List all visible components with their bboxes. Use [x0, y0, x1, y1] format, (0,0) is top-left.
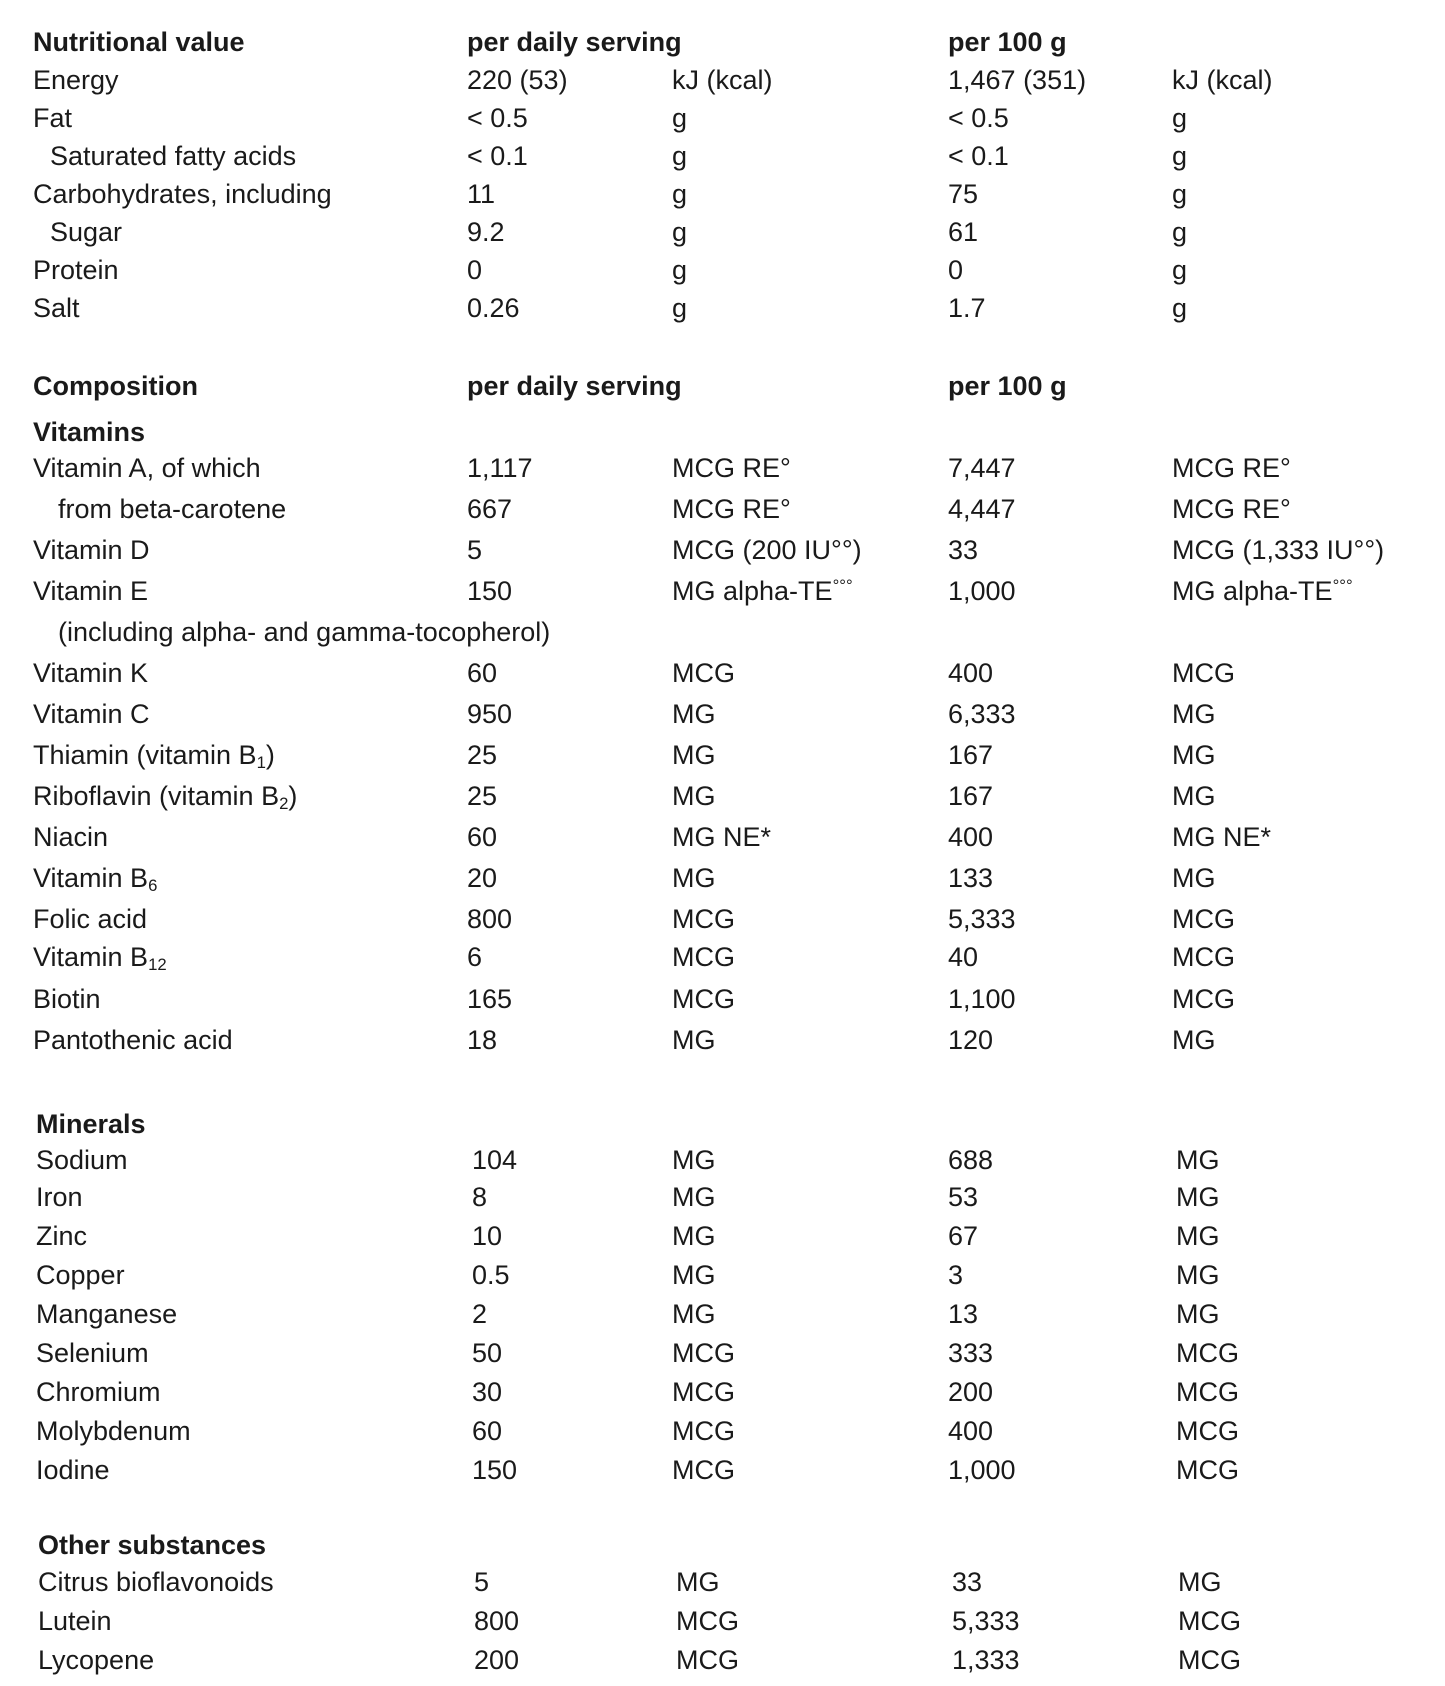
- other-row: [0, 1640, 1445, 1680]
- vitamin-row: [0, 937, 1445, 977]
- row-name: Carbohydrates, including: [33, 179, 332, 209]
- row-name: Sugar: [50, 217, 123, 247]
- name-subscript: 12: [148, 955, 167, 975]
- vitamin-row: [0, 817, 1445, 857]
- row-per100-value: 1,100: [948, 984, 1016, 1014]
- composition-title: Composition: [33, 371, 198, 401]
- row-per100-value: 5,333: [948, 904, 1016, 934]
- row-serving-value: 6: [467, 942, 483, 972]
- row-serving-unit: g: [672, 179, 688, 209]
- name-subscript: 2: [279, 794, 289, 814]
- row-serving-value: 25: [467, 740, 498, 770]
- row-name: Protein: [33, 255, 119, 285]
- row-per100-unit: MCG RE°: [1172, 494, 1291, 524]
- row-serving-value: 104: [472, 1145, 518, 1175]
- row-per100-unit: MCG: [1176, 1416, 1239, 1446]
- row-per100-unit: g: [1172, 255, 1188, 285]
- vitamin-row: [0, 653, 1445, 693]
- vitamin-row: [0, 979, 1445, 1019]
- vitamin-row: [0, 694, 1445, 734]
- row-per100-unit: g: [1172, 179, 1188, 209]
- row-serving-value: 800: [467, 904, 513, 934]
- row-serving-value: < 0.1: [467, 141, 528, 171]
- mineral-row: [0, 1411, 1445, 1451]
- row-serving-unit: g: [672, 141, 688, 171]
- row-name: Manganese: [36, 1299, 178, 1329]
- row-name: Zinc: [36, 1221, 88, 1251]
- mineral-row: [0, 1255, 1445, 1295]
- row-per100-unit: MCG RE°: [1172, 453, 1291, 483]
- row-per100-value: 1.7: [948, 293, 986, 323]
- row-per100-value: 167: [948, 740, 994, 770]
- mineral-row: [0, 1372, 1445, 1412]
- row-serving-value: 18: [467, 1025, 498, 1055]
- row-per100-unit: MCG: [1176, 1377, 1239, 1407]
- row-serving-unit: MCG RE°: [672, 494, 791, 524]
- row-per100-value: 75: [948, 179, 979, 209]
- row-per100-unit: MG: [1172, 699, 1216, 729]
- row-per100-unit: MG: [1172, 863, 1216, 893]
- row-name: Pantothenic acid: [33, 1025, 233, 1055]
- row-name: [33, 776, 297, 816]
- row-per100-value: 13: [948, 1299, 979, 1329]
- vitamin-row: [0, 776, 1445, 816]
- row-per100-unit: [1172, 571, 1353, 611]
- row-serving-unit: MG NE*: [672, 822, 772, 852]
- row-per100-value: 400: [948, 1416, 994, 1446]
- row-serving-value: 8: [472, 1182, 488, 1212]
- row-serving-unit: MG: [672, 740, 716, 770]
- row-serving-unit: MCG: [672, 1338, 735, 1368]
- row-serving-unit: MCG RE°: [672, 453, 791, 483]
- row-per100-unit: g: [1172, 141, 1188, 171]
- row-name: [33, 937, 167, 977]
- row-name: Iodine: [36, 1455, 110, 1485]
- row-serving-value: 60: [467, 658, 498, 688]
- row-serving-unit: MCG (200 IU°°): [672, 535, 862, 565]
- row-per100-value: 333: [948, 1338, 994, 1368]
- row-name: Selenium: [36, 1338, 149, 1368]
- row-name: Vitamin A, of which: [33, 453, 261, 483]
- vitamins-title: Vitamins: [33, 417, 146, 447]
- unit-text: MG alpha-TE: [672, 576, 833, 606]
- row-name: Folic acid: [33, 904, 148, 934]
- row-name: Chromium: [36, 1377, 161, 1407]
- vitamin-row: [0, 571, 1445, 611]
- mineral-row: [0, 1177, 1445, 1217]
- row-per100-unit: MCG: [1172, 658, 1235, 688]
- row-per100-value: 688: [948, 1145, 994, 1175]
- row-name: Vitamin K: [33, 658, 149, 688]
- nutrition-row: [0, 98, 1445, 138]
- row-per100-unit: MCG: [1178, 1606, 1241, 1636]
- row-per100-unit: MG: [1176, 1221, 1220, 1251]
- row-serving-unit: g: [672, 293, 688, 323]
- name-text-end: ): [288, 781, 298, 811]
- row-name: Biotin: [33, 984, 101, 1014]
- vitamin-row: [0, 489, 1445, 529]
- vitamin-row: [0, 530, 1445, 570]
- mineral-row: [0, 1216, 1445, 1256]
- row-per100-unit: MG: [1176, 1145, 1220, 1175]
- row-serving-unit: MG: [672, 1299, 716, 1329]
- row-serving-value: 25: [467, 781, 498, 811]
- row-serving-value: 950: [467, 699, 513, 729]
- row-name: Lycopene: [38, 1645, 155, 1675]
- row-per100-value: 40: [948, 942, 979, 972]
- row-per100-unit: kJ (kcal): [1172, 65, 1273, 95]
- vitamin-row: [0, 858, 1445, 898]
- row-serving-value: 150: [467, 576, 513, 606]
- row-name: Copper: [36, 1260, 125, 1290]
- row-name: Vitamin D: [33, 535, 150, 565]
- row-name: Iron: [36, 1182, 83, 1212]
- row-serving-value: 11: [467, 179, 496, 209]
- row-name: Citrus bioflavonoids: [38, 1567, 274, 1597]
- row-per100-value: 67: [948, 1221, 979, 1251]
- row-serving-value: 10: [472, 1221, 503, 1251]
- composition-header-row: [0, 366, 1445, 406]
- nutrition-title: Nutritional value: [33, 27, 245, 57]
- row-name: Niacin: [33, 822, 109, 852]
- nutrition-row: [0, 288, 1445, 328]
- vitamin-row: [0, 1020, 1445, 1060]
- row-per100-value: 1,467 (351): [948, 65, 1087, 95]
- row-per100-value: 1,000: [948, 1455, 1016, 1485]
- nutrition-col-serving: per daily serving: [467, 27, 682, 57]
- minerals-title: Minerals: [36, 1109, 146, 1139]
- row-serving-unit: MCG: [672, 984, 735, 1014]
- name-text: Vitamin B: [33, 942, 149, 972]
- row-serving-unit: g: [672, 217, 688, 247]
- row-serving-unit: g: [672, 103, 688, 133]
- row-per100-value: 6,333: [948, 699, 1016, 729]
- row-per100-unit: g: [1172, 217, 1188, 247]
- row-per100-unit: MCG: [1172, 942, 1235, 972]
- row-serving-value: 20: [467, 863, 498, 893]
- row-name: Sodium: [36, 1145, 128, 1175]
- row-per100-value: 1,333: [952, 1645, 1020, 1675]
- name-text: Vitamin B: [33, 863, 149, 893]
- row-serving-value: 50: [472, 1338, 503, 1368]
- row-per100-unit: MCG (1,333 IU°°): [1172, 535, 1385, 565]
- row-serving-unit: MCG: [672, 1416, 735, 1446]
- row-name: Salt: [33, 293, 80, 323]
- row-per100-value: 167: [948, 781, 994, 811]
- mineral-row: [0, 1333, 1445, 1373]
- row-serving-value: 667: [467, 494, 513, 524]
- row-per100-value: 400: [948, 822, 994, 852]
- row-per100-unit: MCG: [1178, 1645, 1241, 1675]
- row-serving-value: 200: [474, 1645, 520, 1675]
- row-per100-value: 4,447: [948, 494, 1016, 524]
- row-serving-unit: MCG: [672, 904, 735, 934]
- row-serving-unit: MCG: [672, 658, 735, 688]
- vitamin-row: [0, 735, 1445, 775]
- row-name: Saturated fatty acids: [50, 141, 297, 171]
- row-per100-value: 1,000: [948, 576, 1016, 606]
- row-serving-value: 1,117: [467, 453, 533, 483]
- name-text-end: ): [265, 740, 275, 770]
- other-title: Other substances: [38, 1530, 267, 1560]
- row-serving-value: 0: [467, 255, 483, 285]
- row-per100-value: 5,333: [952, 1606, 1020, 1636]
- row-serving-value: 220 (53): [467, 65, 568, 95]
- row-per100-unit: MG: [1172, 1025, 1216, 1055]
- name-text: Thiamin (vitamin B: [33, 740, 257, 770]
- row-name: [33, 858, 157, 898]
- nutrition-row: [0, 136, 1445, 176]
- row-serving-value: 150: [472, 1455, 518, 1485]
- row-per100-unit: MG: [1172, 781, 1216, 811]
- row-name: Energy: [33, 65, 119, 95]
- nutrition-row: [0, 212, 1445, 252]
- row-serving-unit: MG: [672, 863, 716, 893]
- row-per100-value: 0: [948, 255, 964, 285]
- mineral-row: [0, 1140, 1445, 1180]
- row-per100-value: 7,447: [948, 453, 1016, 483]
- row-serving-value: 5: [467, 535, 483, 565]
- row-serving-unit: kJ (kcal): [672, 65, 773, 95]
- row-serving-unit: MG: [672, 699, 716, 729]
- row-serving-unit: MG: [672, 781, 716, 811]
- other-row: [0, 1601, 1445, 1641]
- row-per100-value: 33: [948, 535, 979, 565]
- row-per100-value: 33: [952, 1567, 983, 1597]
- unit-text: MG alpha-TE: [1172, 576, 1333, 606]
- row-serving-value: 5: [474, 1567, 490, 1597]
- row-serving-unit: MCG: [672, 942, 735, 972]
- vitamin-row: [0, 448, 1445, 488]
- nutrition-col-100g: per 100 g: [948, 27, 1067, 57]
- row-serving-value: 0.5: [472, 1260, 510, 1290]
- row-serving-unit: MG: [672, 1025, 716, 1055]
- composition-col-serving: per daily serving: [467, 371, 682, 401]
- row-serving-unit: MCG: [672, 1377, 735, 1407]
- mineral-row: [0, 1450, 1445, 1490]
- vitamin-row: [0, 899, 1445, 939]
- row-serving-unit: MCG: [676, 1645, 739, 1675]
- row-per100-value: 133: [948, 863, 994, 893]
- row-per100-unit: MCG: [1172, 984, 1235, 1014]
- vitamins-header-row: [0, 412, 1445, 452]
- name-subscript: 1: [256, 753, 266, 773]
- row-per100-value: 3: [948, 1260, 964, 1290]
- row-per100-unit: MCG: [1176, 1455, 1239, 1485]
- row-per100-unit: MG: [1176, 1299, 1220, 1329]
- row-name: Molybdenum: [36, 1416, 191, 1446]
- other-header-row: [0, 1525, 1445, 1565]
- row-name: Vitamin E: [33, 576, 149, 606]
- row-serving-unit: MG: [672, 1145, 716, 1175]
- row-serving-unit: MCG: [672, 1455, 735, 1485]
- row-serving-value: 0.26: [467, 293, 520, 323]
- row-per100-value: 200: [948, 1377, 994, 1407]
- row-per100-value: 120: [948, 1025, 994, 1055]
- row-per100-unit: g: [1172, 103, 1188, 133]
- row-serving-unit: MG: [672, 1182, 716, 1212]
- row-name: Lutein: [38, 1606, 112, 1636]
- row-per100-unit: g: [1172, 293, 1188, 323]
- row-per100-unit: MG: [1176, 1182, 1220, 1212]
- row-per100-unit: MG NE*: [1172, 822, 1272, 852]
- row-name: Fat: [33, 103, 73, 133]
- name-subscript: 6: [148, 876, 158, 896]
- row-serving-unit: MG: [676, 1567, 720, 1597]
- unit-superscript: °°°: [832, 575, 853, 595]
- row-per100-unit: MG: [1172, 740, 1216, 770]
- row-serving-unit: MG: [672, 1221, 716, 1251]
- unit-superscript: °°°: [1332, 575, 1353, 595]
- row-per100-unit: MG: [1176, 1260, 1220, 1290]
- row-serving-value: 9.2: [467, 217, 505, 247]
- nutrition-header-row: [0, 22, 1445, 62]
- row-serving-value: 2: [472, 1299, 488, 1329]
- other-row: [0, 1562, 1445, 1602]
- row-name: Vitamin C: [33, 699, 150, 729]
- nutrition-row: [0, 60, 1445, 100]
- nutrition-row: [0, 250, 1445, 290]
- row-serving-value: 30: [472, 1377, 503, 1407]
- name-text: Riboflavin (vitamin B: [33, 781, 280, 811]
- row-serving-value: 60: [472, 1416, 503, 1446]
- row-serving-unit: g: [672, 255, 688, 285]
- nutrition-row: [0, 174, 1445, 214]
- row-per100-unit: MCG: [1172, 904, 1235, 934]
- row-per100-unit: MCG: [1176, 1338, 1239, 1368]
- row-serving-value: 800: [474, 1606, 520, 1636]
- row-serving-unit: [672, 571, 853, 611]
- composition-col-100g: per 100 g: [948, 371, 1067, 401]
- row-name: [33, 735, 275, 775]
- row-serving-value: 60: [467, 822, 498, 852]
- minerals-header-row: [0, 1104, 1445, 1144]
- row-serving-value: < 0.5: [467, 103, 528, 133]
- row-per100-value: < 0.5: [948, 103, 1009, 133]
- mineral-row: [0, 1294, 1445, 1334]
- vitamin-note-row: [0, 612, 1445, 652]
- row-name: from beta-carotene: [58, 494, 287, 524]
- row-serving-unit: MG: [672, 1260, 716, 1290]
- row-per100-value: 400: [948, 658, 994, 688]
- vitamin-e-note: (including alpha- and gamma-tocopherol): [58, 617, 551, 647]
- row-per100-value: < 0.1: [948, 141, 1009, 171]
- row-serving-unit: MCG: [676, 1606, 739, 1636]
- row-per100-value: 61: [948, 217, 979, 247]
- row-per100-value: 53: [948, 1182, 979, 1212]
- row-per100-unit: MG: [1178, 1567, 1222, 1597]
- row-serving-value: 165: [467, 984, 513, 1014]
